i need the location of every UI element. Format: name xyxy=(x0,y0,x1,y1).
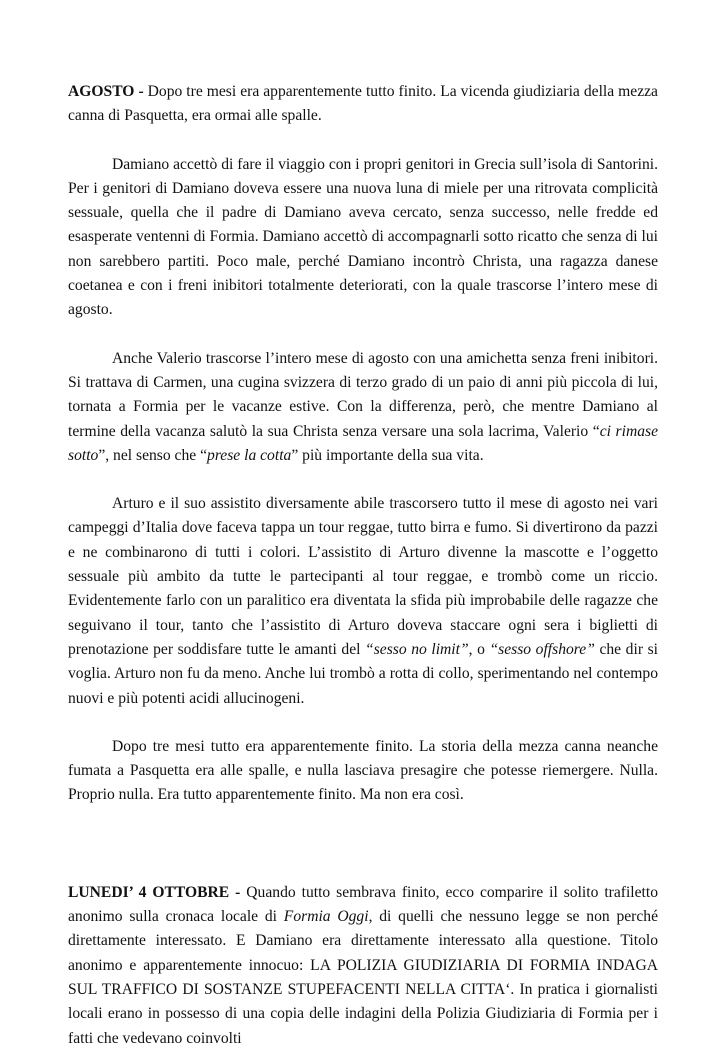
paragraph-text: che dir si voglia. Arturo non fu da meno. Anche lui trombò a rotta di collo, sperimentando nel contempo nuovi e più potenti acidi allucinogeni. xyxy=(68,640,658,707)
paragraph-text: Arturo e il suo assistito diversamente abile trascorsero tutto il mese di agosto nei vari campeggi d’Italia dove faceva tappa un tour reggae, tutto birra e fumo. Si divertirono da pazzi e ne combinarono di tutti i colori. L’assistito di Arturo divenne la mascotte e l’oggetto sessuale più ambito da tutte le partecipanti al tour reggae, e trombò come un riccio. Evidentemente farlo con un paralitico era diventata la sfida più improbabile delle ragazze che seguivano il tour, tanto che l’assistito di Arturo doveva staccare ogni sera i biglietti di prenotazione per soddisfare tutte le amanti del xyxy=(68,495,658,658)
paragraph-gap xyxy=(68,468,658,492)
italic-quote: “sesso no limit” xyxy=(365,640,469,658)
paragraph-text: Quando tutto sembrava finito, ecco comparire il solito trafiletto anonimo sulla cronaca locale di xyxy=(68,883,659,926)
newspaper-name: Formia Oggi xyxy=(283,908,369,926)
paragraph-damiano xyxy=(68,153,658,323)
paragraph-text: Anche Valerio trascorse l’intero mese di agosto con una amichetta senza freni inibitori. Si trattava di Carmen, una cugina svizzera di terzo grado di un paio di anni più piccola di lui, tornata a Formia per le vacanze estive. Con la differenza, però, che mentre Damiano al termine della vacanza salutò la sua Christa senza versare una sola lacrima, Valerio “ xyxy=(68,349,658,440)
paragraph-valerio xyxy=(68,347,658,468)
paragraph-text: , di quelli che nessuno legge se non perché direttamente interessato. E Damiano era direttamente interessato alla questione. Titolo anonimo e apparentemente innocuo: LA POLIZIA GIUDIZIARIA DI FORMIA INDAGA SUL TRAFFICO DI SOSTANZE STUPEFACENTI NELLA CITTA‘. In pratica i giornalisti locali erano in possesso di una copia delle indagini della Polizia Giudiziaria di Formia per i fatti che vedevano coinvolti xyxy=(68,908,658,1047)
paragraph-lunedi xyxy=(68,881,658,1051)
section-gap xyxy=(68,808,658,881)
paragraph-text: Damiano accettò di fare il viaggio con i propri genitori in Grecia sull’isola di Santorini. Per i genitori di Damiano doveva essere una nuova luna di miele per una ritrovata complicità sessuale, quella che il padre di Damiano aveva cercato, senza successo, nelle fredde ed esasperate ventenni di Formia. Damiano accettò di accompagnarli sotto ricatto che senza di lui non sarebbero partiti. Poco male, perché Damiano incontrò Christa, una ragazza danese coetanea e con i freni inibitori totalmente deteriorati, con la quale trascorse l’intero mese di agosto. xyxy=(68,155,658,319)
paragraph-gap xyxy=(68,129,658,153)
paragraph-text: Dopo tre mesi era apparentemente tutto finito. La vicenda giudiziaria della mezza canna di Pasquetta, era ormai alle spalle. xyxy=(68,83,658,125)
paragraph-text: , o xyxy=(468,640,490,658)
italic-quote: prese la cotta xyxy=(207,446,292,464)
paragraph-arturo xyxy=(68,492,658,711)
paragraph-text: Dopo tre mesi tutto era apparentemente finito. La storia della mezza canna neanche fumata a Pasquetta era alle spalle, e nulla lasciava presagire che potesse riemergere. Nulla. Proprio nulla. Era tutto apparentemente finito. Ma non era così. xyxy=(68,737,658,804)
section-label-lunedi: LUNEDI’ 4 OTTOBRE - xyxy=(68,883,241,901)
paragraph-text: ”, nel senso che “ xyxy=(98,446,208,464)
paragraph-agosto xyxy=(68,80,658,129)
italic-quote: “sesso offshore” xyxy=(489,640,595,658)
paragraph-finito xyxy=(68,735,658,808)
section-label-agosto: AGOSTO - xyxy=(68,83,144,100)
paragraph-text: ” più importante della sua vita. xyxy=(291,446,484,464)
paragraph-gap xyxy=(68,711,658,735)
italic-quote: ci rimase sotto xyxy=(68,422,658,464)
paragraph-gap xyxy=(68,323,658,347)
